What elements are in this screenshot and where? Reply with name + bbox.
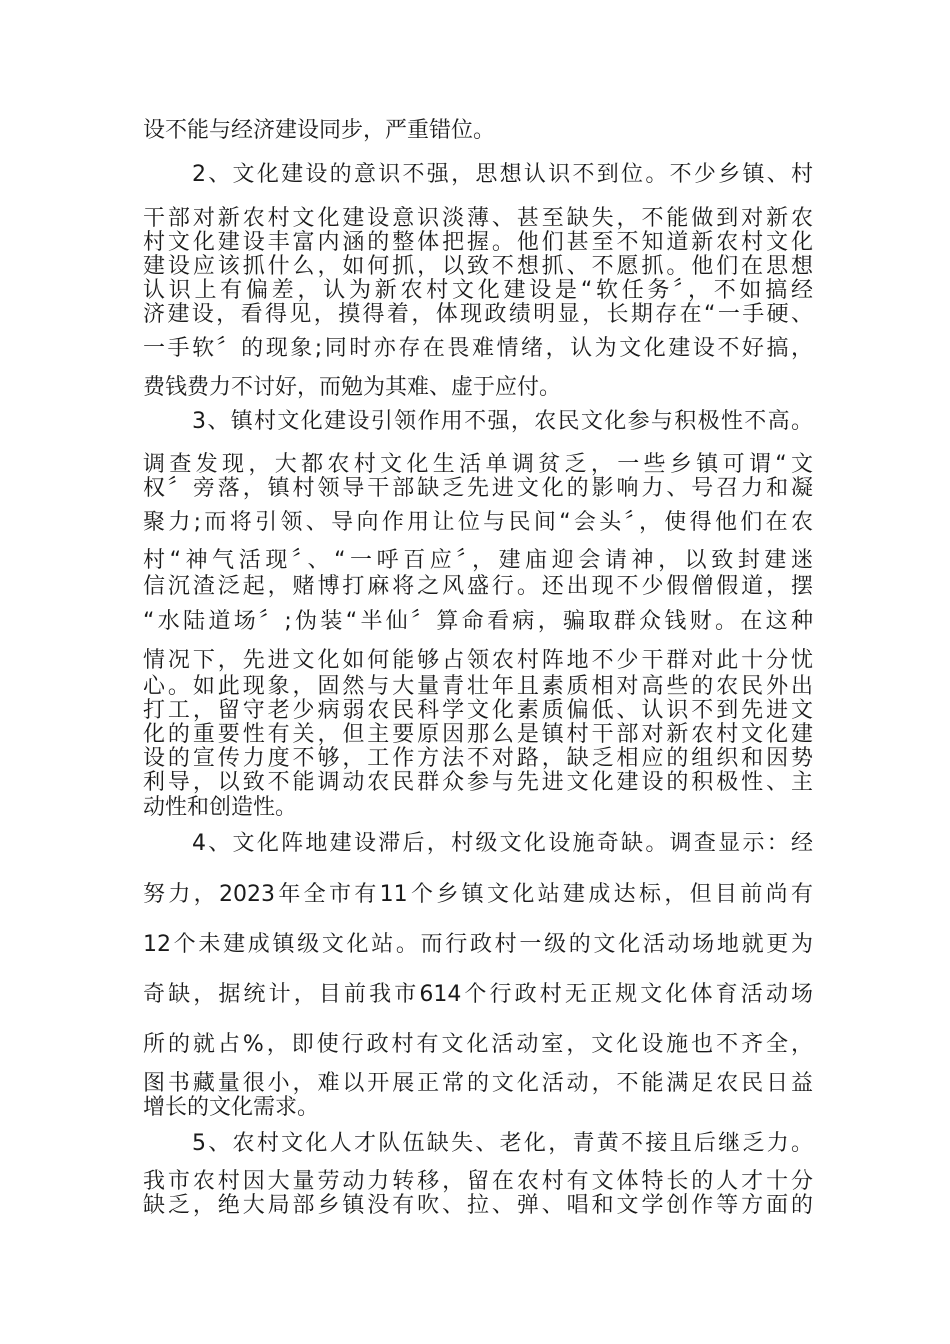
text-line: “水陆道场〞;伪装“半仙〞算命看病，骗取群众钱财。在这种 [143, 609, 813, 634]
text-line: 12个未建成镇级文化站。而行政村一级的文化活动场地就更为 [143, 932, 813, 957]
text-line: 建设应该抓什么，如何抓，以致不想抓、不愿抓。他们在思想 [143, 254, 813, 279]
text-line: 村文化建设丰富内涵的整体把握。他们甚至不知道新农村文化 [143, 230, 813, 255]
text-line: 干部对新农村文化建设意识淡薄、甚至缺失，不能做到对新农 [143, 206, 813, 231]
text-line: 聚力;而将引领、导向作用让位与民间“会头〞，使得他们在农 [143, 510, 813, 535]
text-line: 一手软〞的现象;同时亦存在畏难情绪，认为文化建设不好搞， [143, 336, 813, 361]
text-line: 济建设，看得见，摸得着，体现政绩明显，长期存在“一手硬、 [143, 302, 813, 327]
paragraph-heading-5: 5、农村文化人才队伍缺失、老化，青黄不接且后继乏力。 [192, 1131, 813, 1156]
text-line: 设的宣传力度不够，工作方法不对路，缺乏相应的组织和因势 [143, 746, 813, 771]
text-line: 打工，留守老少病弱农民科学文化素质偏低、认识不到先进文 [143, 698, 813, 723]
text-line: 利导，以致不能调动农民群众参与先进文化建设的积极性、主 [143, 770, 813, 795]
text-line: 认识上有偏差，认为新农村文化建设是“软任务〞，不如搞经 [143, 278, 813, 303]
text-line: 奇缺，据统计，目前我市614个行政村无正规文化体育活动场 [143, 982, 813, 1007]
text-line: 努力，2023年全市有11个乡镇文化站建成达标，但目前尚有 [143, 882, 813, 907]
text-line: 我市农村因大量劳动力转移，留在农村有文体特长的人才十分 [143, 1169, 813, 1194]
text-line: 设不能与经济建设同步，严重错位。 [143, 118, 496, 143]
text-line: 所的就占%，即使行政村有文化活动室，文化设施也不齐全， [143, 1032, 813, 1057]
text-line: 村“神气活现〞、“一呼百应〞，建庙迎会请神，以致封建迷 [143, 548, 813, 573]
paragraph-heading-4: 4、文化阵地建设滞后，村级文化设施奇缺。调查显示：经 [192, 831, 813, 856]
text-line: 图书藏量很小，难以开展正常的文化活动，不能满足农民日益 [143, 1071, 813, 1096]
text-line: 调查发现，大都农村文化生活单调贫乏，一些乡镇可谓“文 [143, 452, 813, 477]
text-line: 增长的文化需求。 [143, 1095, 320, 1120]
text-line: 费钱费力不讨好，而勉为其难、虚于应付。 [143, 375, 562, 400]
paragraph-heading-3: 3、镇村文化建设引领作用不强，农民文化参与积极性不高。 [192, 409, 813, 434]
text-line: 情况下，先进文化如何能够占领农村阵地不少干群对此十分忧 [143, 648, 813, 673]
paragraph-heading-2: 2、文化建设的意识不强，思想认识不到位。不少乡镇、村 [192, 162, 813, 187]
text-line: 信沉渣泛起，赌博打麻将之风盛行。还出现不少假僧假道，摆 [143, 574, 813, 599]
text-line: 缺乏，绝大局部乡镇没有吹、拉、弹、唱和文学创作等方面的 [143, 1193, 813, 1218]
text-line: 心。如此现象，固然与大量青壮年且素质相对高些的农民外出 [143, 674, 813, 699]
text-line: 动性和创造性。 [143, 795, 298, 820]
text-line: 权〞旁落，镇村领导干部缺乏先进文化的影响力、号召力和凝 [143, 476, 813, 501]
text-line: 化的重要性有关，但主要原因那么是镇村干部对新农村文化建 [143, 722, 813, 747]
